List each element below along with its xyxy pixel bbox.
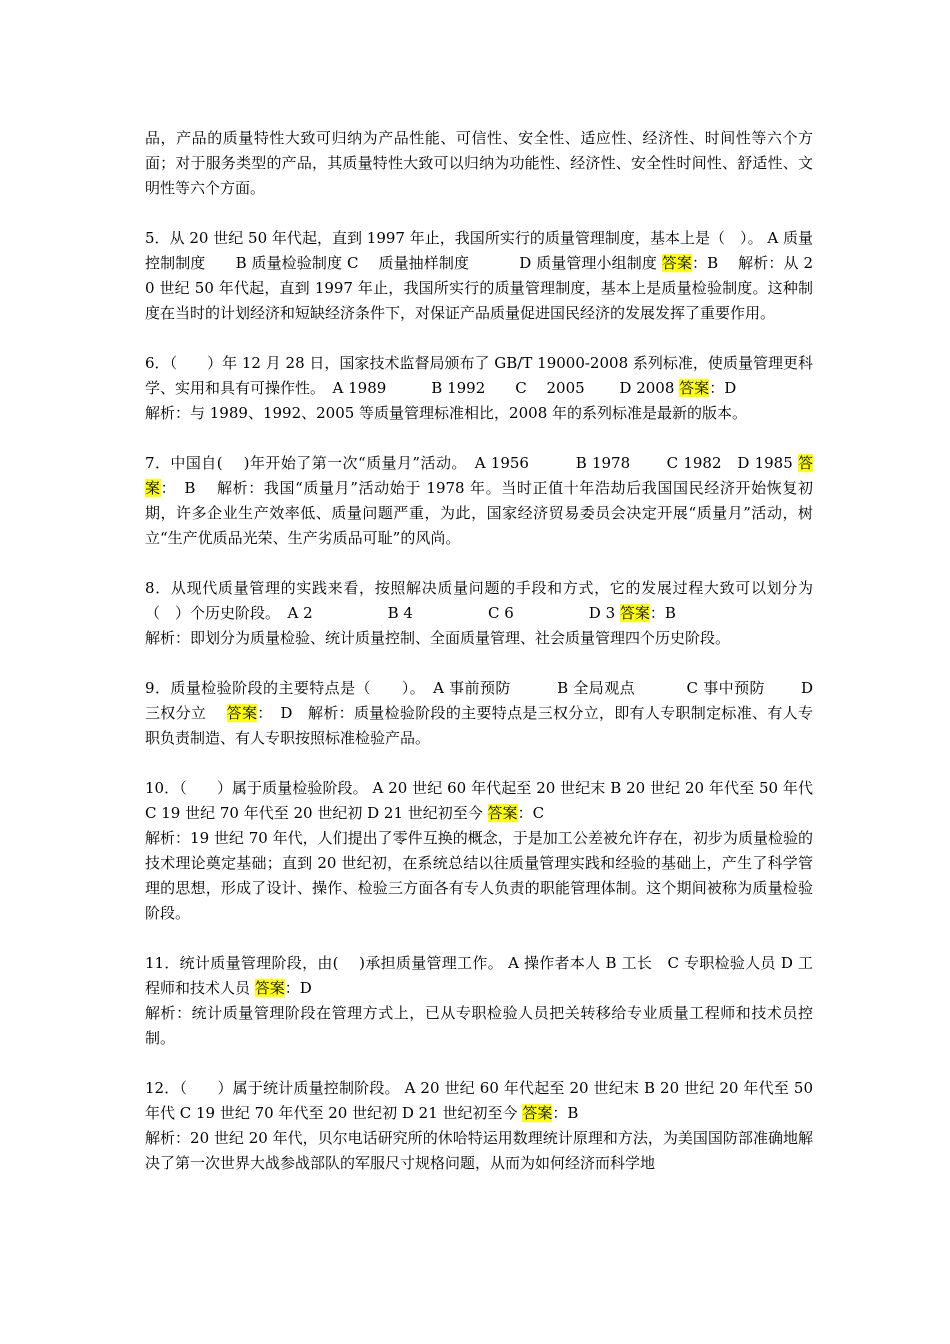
paragraph-line [145, 1126, 813, 1176]
text-segment: 品，产品的质量特性大致可归纳为产品性能、可信性、安全性、适应性、经济性、时间性等六个方面；对于服务类型的产品，其质量特性大致可以归纳为功能性、经济性、安全性时间性、舒适性、文明性等六个方面。 [145, 129, 813, 197]
text-segment: 11．统计质量管理阶段，由( )承担质量管理工作。 A 操作者本人 B 工长 C 专职检验人员 D 工程师和技术人员 [145, 954, 813, 997]
paragraph-line [145, 826, 813, 926]
paragraph-line [145, 126, 813, 201]
paragraph-line [145, 401, 813, 426]
question-paragraph [145, 451, 813, 551]
answer-label: 答案 [522, 1104, 553, 1122]
question-paragraph [145, 776, 813, 926]
paragraph-line [145, 1001, 813, 1051]
text-segment: ：D [284, 979, 312, 997]
text-segment: 5．从 20 世纪 50 年代起，直到 1997 年止，我国所实行的质量管理制度，基本上是（ ）。 A 质量控制制度 B 质量检验制度 C 质量抽样制度 D 质量管理小组制度 [145, 229, 813, 272]
question-paragraph [145, 576, 813, 651]
answer-label: 答案 [226, 704, 258, 722]
answer-label: 答案 [254, 979, 285, 997]
text-segment: ： D 解析：质量检验阶段的主要特点是三权分立，即有人专职制定标准、有人专职负责制造、有人专职按照标准检验产品。 [145, 704, 813, 747]
answer-label: 答案 [661, 254, 692, 272]
text-segment: 9．质量检验阶段的主要特点是（ ）。 A 事前预防 B 全局观点 C 事中预防 D 三权分立 [145, 679, 813, 722]
text-segment: ：C [517, 804, 545, 822]
text-segment: ：B 解析：从 20 世纪 50 年代起，直到 1997 年止，我国所实行的质量管理制度，基本上是质量检验制度。这种制度在当时的计划经济和短缺经济条件下，对保证产品质量促进国民经济的发展发挥了重要作用。 [145, 254, 813, 322]
text-segment: 解析：即划分为质量检验、统计质量控制、全面质量管理、社会质量管理四个历史阶段。 [145, 629, 731, 647]
paragraph-line [145, 576, 813, 626]
text-segment: 8．从现代质量管理的实践来看，按照解决质量问题的手段和方式，它的发展过程大致可以划分为（ ）个历史阶段。 A 2 B 4 C 6 D 3 [145, 579, 813, 622]
paragraph-line [145, 226, 813, 326]
document-body [145, 126, 813, 1201]
text-segment: ：B [552, 1104, 579, 1122]
question-paragraph [145, 1076, 813, 1176]
text-segment: 解析：19 世纪 70 年代，人们提出了零件互换的概念，于是加工公差被允许存在，初步为质量检验的技术理论奠定基础；直到 20 世纪初，在系统总结以往质量管理实践和经验的基础上，产生了科学管理的思想，形成了设计、操作、检验三方面各有专人负责的职能管理体制。这个期间被称为质量检验阶段。 [145, 829, 813, 922]
paragraph-line [145, 626, 813, 651]
question-paragraph [145, 126, 813, 201]
text-segment: ：D [709, 379, 737, 397]
paragraph-line [145, 351, 813, 401]
text-segment: 12．（ ）属于统计质量控制阶段。 A 20 世纪 60 年代起至 20 世纪末 B 20 世纪 20 年代至 50 年代 C 19 世纪 70 年代至 20 世纪初 D 21 世纪初至今 [145, 1079, 813, 1122]
answer-label: 答案 [487, 804, 518, 822]
question-paragraph [145, 226, 813, 326]
text-segment: ：B [649, 604, 676, 622]
question-paragraph [145, 351, 813, 426]
text-segment: 解析：统计质量管理阶段在管理方式上，已从专职检验人员把关转移给专业质量工程师和技术员控制。 [145, 1004, 813, 1047]
text-segment: ： B 解析：我国“质量月”活动始于 1978 年。当时正值十年浩劫后我国国民经济开始恢复初期，许多企业生产效率低、质量问题严重，为此，国家经济贸易委员会决定开展“质量月”活动，树立“生产优质品光荣、生产劣质品可耻”的风尚。 [145, 479, 813, 547]
text-segment: 解析：与 1989、1992、2005 等质量管理标准相比，2008 年的系列标准是最新的版本。 [145, 404, 748, 422]
paragraph-line [145, 676, 813, 751]
question-paragraph [145, 676, 813, 751]
paragraph-line [145, 951, 813, 1001]
answer-label: 答案 [679, 379, 710, 397]
answer-label: 答案 [145, 454, 813, 497]
text-segment: 解析：20 世纪 20 年代，贝尔电话研究所的休哈特运用数理统计原理和方法，为美国国防部准确地解决了第一次世界大战参战部队的军服尺寸规格问题，从而为如何经济而科学地 [145, 1129, 813, 1172]
paragraph-line [145, 1076, 813, 1126]
question-paragraph [145, 951, 813, 1051]
text-segment: 10．（ ）属于质量检验阶段。 A 20 世纪 60 年代起至 20 世纪末 B 20 世纪 20 年代至 50 年代 C 19 世纪 70 年代至 20 世纪初 D 21 世纪初至今 [145, 779, 813, 822]
answer-label: 答案 [619, 604, 650, 622]
text-segment: 6．（ ）年 12 月 28 日，国家技术监督局颁布了 GB/T 19000-2008 系列标准，使质量管理更科学、实用和具有可操作性。 A 1989 B 1992 C 2005 D 2008 [145, 354, 813, 397]
paragraph-line [145, 776, 813, 826]
text-segment: 7．中国自( )年开始了第一次“质量月”活动。 A 1956 B 1978 C 1982 D 1985 [145, 454, 798, 472]
paragraph-line [145, 451, 813, 551]
